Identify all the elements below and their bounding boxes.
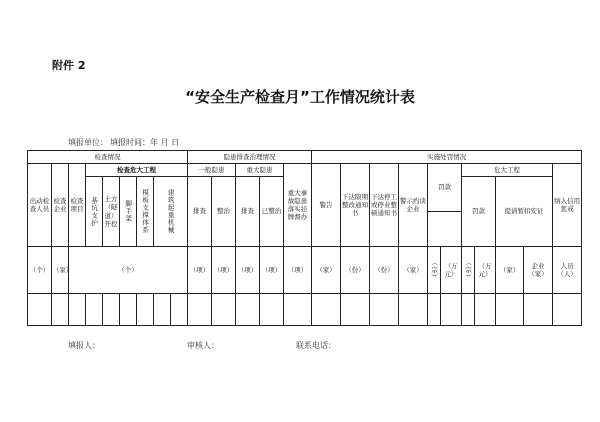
header-revoke: 提请暂扣安证 — [496, 177, 553, 247]
data-cell — [154, 294, 171, 326]
header-warning: 警告 — [312, 164, 341, 247]
unit-credit-person: 人员（人） — [553, 247, 582, 294]
header-fixed: 已整治 — [260, 177, 284, 247]
data-cell — [86, 294, 103, 326]
unit-investigate-2: （项） — [236, 247, 260, 294]
data-cell — [103, 294, 120, 326]
header-investigate-2: 排查 — [236, 177, 260, 247]
filler-label: 填报人： — [68, 341, 100, 350]
data-cell — [284, 294, 312, 326]
header-fix-1: 整治 — [212, 177, 236, 247]
data-cell — [69, 294, 86, 326]
data-cell — [28, 294, 52, 326]
header-earthwork: 土方（隧道）开挖 — [103, 177, 120, 247]
data-cell — [120, 294, 137, 326]
unit-cases-1: （宗） — [428, 247, 441, 294]
header-general-hazard: 一般隐患 — [188, 164, 236, 177]
data-cell — [475, 294, 496, 326]
unit-credit-company: 企业（家） — [524, 247, 553, 294]
unit-amount-2: （万元） — [475, 247, 496, 294]
header-rectify-notice: 下达限期整改通知书 — [341, 164, 370, 247]
header-investigate-1: 排查 — [188, 177, 212, 247]
unit-items: （个） — [69, 247, 188, 294]
data-cell — [171, 294, 188, 326]
header-scaffold: 脚手架 — [120, 177, 137, 247]
header-credit: 纳入信用惩戒 — [553, 164, 582, 247]
header-major-hazard: 重大隐患 — [236, 164, 284, 177]
header-inspect: 检查情况 — [28, 151, 188, 164]
unit-revoke: （家） — [496, 247, 524, 294]
data-cell — [496, 294, 524, 326]
data-cell — [260, 294, 284, 326]
data-cell — [524, 294, 553, 326]
data-cell — [188, 294, 212, 326]
data-cell — [236, 294, 260, 326]
header-items: 检查项目 — [69, 164, 86, 247]
fill-unit-label: 填报单位： — [68, 138, 108, 147]
unit-cases-2: （宗） — [462, 247, 475, 294]
header-companies: 检查企业 — [52, 164, 69, 247]
header-fine: 罚款 — [428, 164, 462, 212]
header-fine-2: 罚款 — [462, 177, 496, 247]
header-inspectors: 出动检查人员 — [28, 164, 52, 247]
data-cell — [137, 294, 154, 326]
data-cell — [312, 294, 341, 326]
header-enforce: 实施处罚情况 — [312, 151, 582, 164]
unit-companies: （家） — [52, 247, 69, 294]
header-major-engineering: 检查危大工程 — [86, 164, 188, 177]
unit-suspend: （份） — [370, 247, 399, 294]
unit-persons: （个） — [28, 247, 52, 294]
header-foundation: 基坑支护 — [86, 177, 103, 247]
header-supervised: 重大事故隐患落实挂牌督办 — [284, 164, 312, 247]
unit-warning: （家） — [312, 247, 341, 294]
statistics-table — [27, 150, 582, 326]
data-cell — [212, 294, 236, 326]
unit-supervised: （项） — [284, 247, 312, 294]
header-interview: 警示约谈企业 — [399, 164, 428, 247]
data-cell — [399, 294, 428, 326]
data-cell — [462, 294, 475, 326]
unit-fixed: （项） — [260, 247, 284, 294]
data-cell — [370, 294, 399, 326]
header-major-eng-enforce: 危大工程 — [462, 164, 553, 177]
data-cell — [341, 294, 370, 326]
data-cell — [52, 294, 69, 326]
fill-time-label: 填报时间：年 月 日 — [110, 138, 180, 147]
unit-amount-1: （万元） — [441, 247, 462, 294]
data-cell — [428, 294, 441, 326]
header-hazard: 隐患排查治理情况 — [188, 151, 312, 164]
data-cell — [441, 294, 462, 326]
data-cell — [553, 294, 582, 326]
header-formwork: 模板支撑体系 — [137, 177, 154, 247]
unit-rectify: （份） — [341, 247, 370, 294]
header-crane: 建筑起重机械 — [154, 177, 188, 247]
attachment-label: 附件 2 — [52, 59, 86, 72]
reviewer-label: 审核人： — [187, 341, 219, 350]
page-title: “安全生产检查月”工作情况统计表 — [185, 88, 415, 106]
phone-label: 联系电话： — [296, 341, 336, 350]
unit-interview: （家） — [399, 247, 428, 294]
unit-investigate-1: （项） — [188, 247, 212, 294]
unit-fix-1: （项） — [212, 247, 236, 294]
header-suspend-notice: 下达停工或停业整顿通知书 — [370, 164, 399, 247]
